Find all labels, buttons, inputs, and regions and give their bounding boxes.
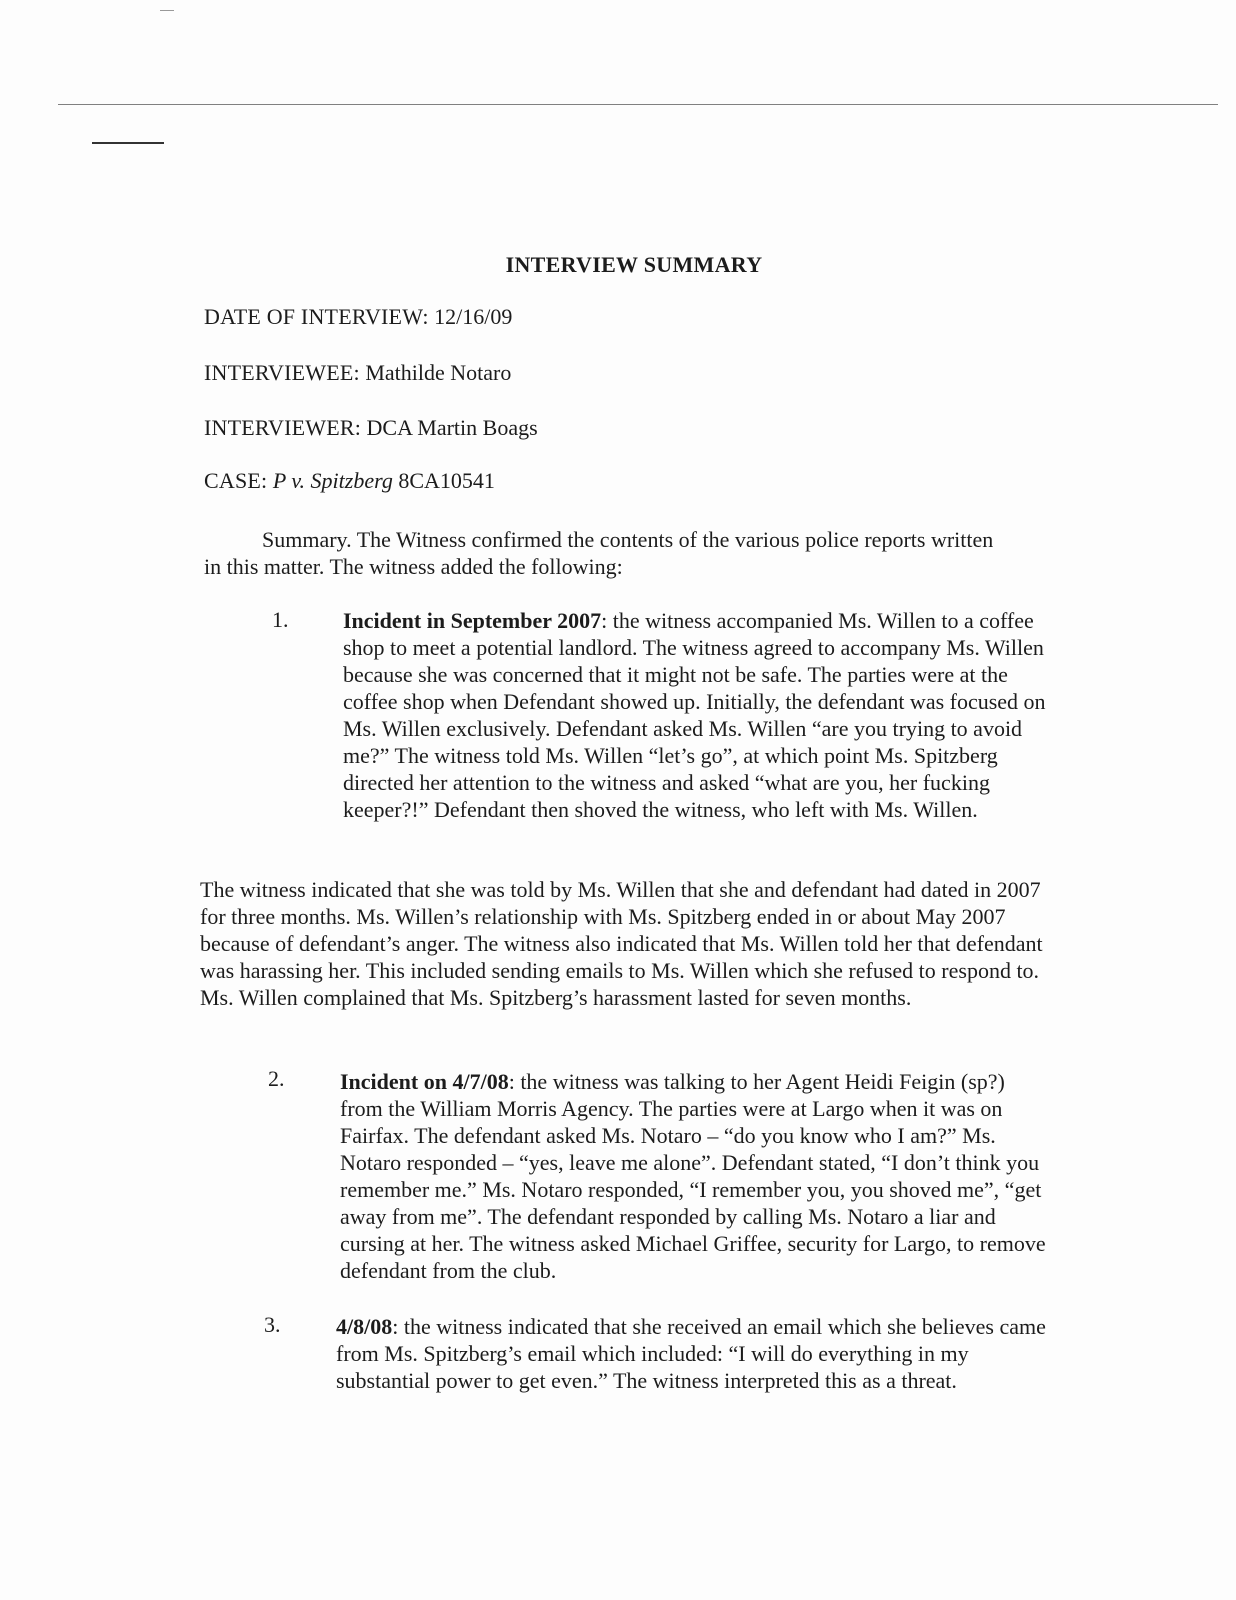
item-1-heading: Incident in September 2007 — [343, 608, 602, 633]
interviewer-value: DCA Martin Boags — [366, 415, 538, 440]
scan-artifact-top-rule — [58, 104, 1218, 105]
item-2-body — [340, 1068, 1052, 1284]
scan-artifact-left-mark — [92, 142, 164, 144]
interviewee-label: INTERVIEWEE: — [204, 360, 360, 385]
witness-paragraph: The witness indicated that she was told by Ms. Willen that she and defendant had dated in 2007 for three months. Ms. Willen’s relationship with Ms. Spitzberg ended in or about May 2007 because of defendant’s anger. The witness also indicated that Ms. Willen told her that defendant was harassing her. This included sending emails to Ms. Willen which she refused to respond to. Ms. Willen complained that Ms. Spitzberg’s harassment lasted for seven months. — [200, 877, 1043, 1010]
date-label: DATE OF INTERVIEW: — [204, 304, 429, 329]
case-label: CASE: — [204, 468, 268, 493]
summary-paragraph: Summary. The Witness confirmed the contents of the various police reports written in this matter. The witness added the following: — [204, 527, 994, 579]
interviewee-field — [204, 360, 511, 386]
case-field — [204, 468, 495, 494]
item-3-number: 3. — [264, 1312, 281, 1337]
item-1-text: : the witness accompanied Ms. Willen to a coffee shop to meet a potential landlord. The witness agreed to accompany Ms. Willen because she was concerned that it might not be safe. The parties were at the coffee shop when Defendant showed up. Initially, the defendant was focused on Ms. Willen exclusively. Defendant asked Ms. Willen “are you trying to avoid me?” The witness told Ms. Willen “let’s go”, at which point Ms. Spitzberg directed her attention to the witness and asked “what are you, her fucking keeper?!” Defendant then shoved the witness, who left with Ms. Willen. — [343, 608, 1046, 822]
date-value: 12/16/09 — [434, 304, 513, 329]
interviewee-value: Mathilde Notaro — [365, 360, 512, 385]
scan-artifact-top-dot — [160, 10, 174, 11]
case-number: 8CA10541 — [398, 468, 495, 493]
item-2-text: : the witness was talking to her Agent Heidi Feigin (sp?) from the William Morris Agency. The parties were at Largo when it was on Fairfax. The defendant asked Ms. Notaro – “do you know who I am?” Ms. Notaro responded – “yes, leave me alone”. Defendant stated, “I don’t think you remember me.” Ms. Notaro responded, “I remember you, you shoved me”, “get away from me”. The defendant responded by calling Ms. Notaro a liar and cursing at her. The witness asked Michael Griffee, security for Largo, to remove defendant from the club. — [340, 1069, 1046, 1283]
item-3-body — [336, 1313, 1052, 1394]
interviewer-label: INTERVIEWER: — [204, 415, 362, 440]
item-2-number: 2. — [268, 1066, 285, 1091]
date-of-interview-field — [204, 304, 512, 330]
case-name: P v. Spitzberg — [272, 468, 393, 493]
item-1-body — [343, 607, 1063, 823]
item-1-number: 1. — [272, 607, 289, 632]
interviewer-field — [204, 415, 538, 441]
item-3-heading: 4/8/08 — [336, 1314, 393, 1339]
document-title: INTERVIEW SUMMARY — [505, 252, 763, 277]
item-3-text: : the witness indicated that she received an email which she believes came from Ms. Spitzberg’s email which included: “I will do everything in my substantial power to get even.” The witness interpreted this as a threat. — [336, 1314, 1046, 1393]
item-2-heading: Incident on 4/7/08 — [340, 1069, 509, 1094]
